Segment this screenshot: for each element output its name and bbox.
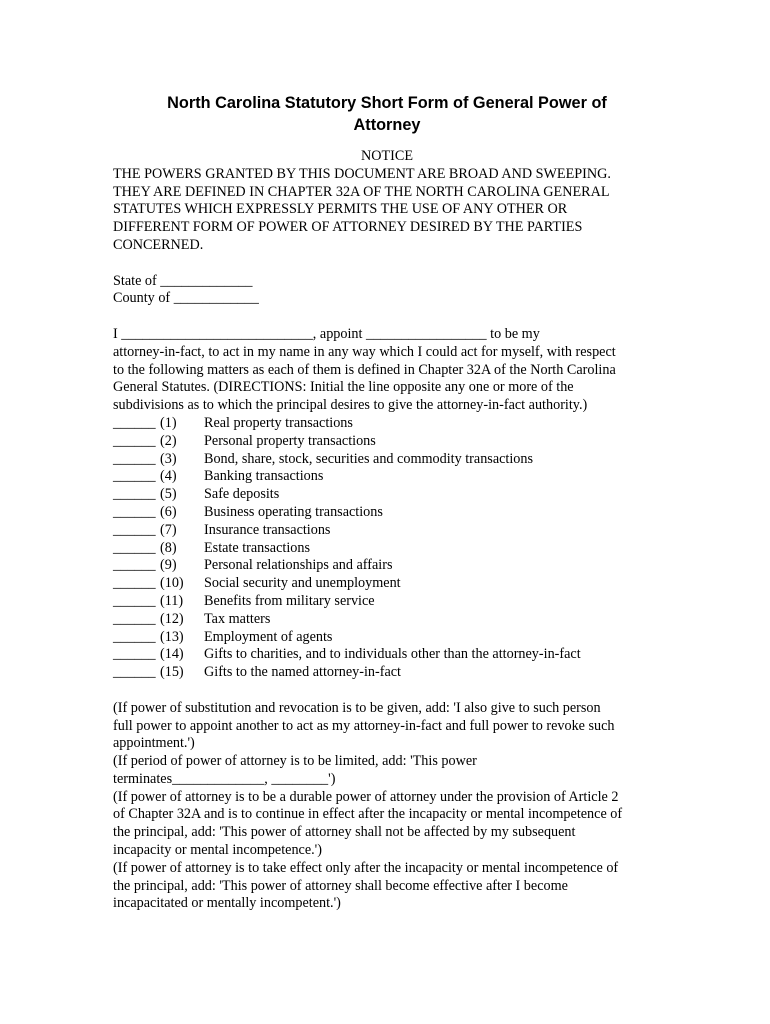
- power-label: Real property transactions: [204, 414, 353, 431]
- county-line: County of ____________: [113, 290, 259, 307]
- provision-line: the principal, add: 'This power of attorney shall become effective after I become: [113, 877, 568, 894]
- power-item: [113, 593, 661, 611]
- power-number: (7): [160, 521, 177, 538]
- power-label: Personal relationships and affairs: [204, 557, 393, 574]
- power-item: [113, 611, 661, 629]
- initial-blank: ______: [113, 414, 156, 431]
- power-item: [113, 504, 661, 522]
- power-item: [113, 575, 661, 593]
- notice-line: STATUTES WHICH EXPRESSLY PERMITS THE USE OF ANY OTHER OR: [113, 201, 568, 218]
- power-label: Tax matters: [204, 610, 271, 627]
- power-label: Employment of agents: [204, 628, 333, 645]
- spacer: [113, 308, 661, 326]
- venue-block: [113, 273, 661, 309]
- initial-blank: ______: [113, 664, 156, 681]
- power-number: (8): [160, 539, 177, 556]
- provision-line: the principal, add: 'This power of attorney shall not be affected by my subsequent: [113, 824, 576, 841]
- power-item: [113, 468, 661, 486]
- power-label: Benefits from military service: [204, 592, 375, 609]
- provision-line: (If power of attorney is to take effect only after the incapacity or mental incompetence of: [113, 859, 619, 876]
- appointment-paragraph: [113, 326, 661, 415]
- power-item: [113, 486, 661, 504]
- power-label: Personal property transactions: [204, 432, 376, 449]
- power-label: Estate transactions: [204, 539, 310, 556]
- power-number: (5): [160, 486, 177, 503]
- power-number: (3): [160, 450, 177, 467]
- spacer: [113, 255, 661, 273]
- title-line: North Carolina Statutory Short Form of General Power of: [167, 94, 607, 112]
- initial-blank: ______: [113, 539, 156, 556]
- power-number: (4): [160, 468, 177, 485]
- power-number: (6): [160, 503, 177, 520]
- power-item: [113, 433, 661, 451]
- power-number: (10): [160, 575, 184, 592]
- powers-list: [113, 415, 661, 682]
- provision-line: appointment.'): [113, 735, 195, 752]
- power-number: (9): [160, 557, 177, 574]
- power-number: (11): [160, 592, 184, 609]
- power-label: Bond, share, stock, securities and commodity transactions: [204, 450, 534, 467]
- initial-blank: ______: [113, 432, 156, 449]
- spacer: [113, 682, 661, 700]
- initial-blank: ______: [113, 468, 156, 485]
- power-item: [113, 629, 661, 647]
- state-line: State of _____________: [113, 272, 253, 289]
- power-number: (1): [160, 414, 177, 431]
- notice-heading: NOTICE: [360, 148, 413, 164]
- title-line: Attorney: [353, 116, 421, 134]
- notice-line: DIFFERENT FORM OF POWER OF ATTORNEY DESIRED BY THE PARTIES: [113, 219, 583, 236]
- document-title: [113, 92, 661, 136]
- provision-line: (If power of attorney is to be a durable power of attorney under the provision of Article 2: [113, 788, 619, 805]
- power-label: Business operating transactions: [204, 503, 383, 520]
- power-item: [113, 557, 661, 575]
- initial-blank: ______: [113, 610, 156, 627]
- appointment-line: attorney-in-fact, to act in my name in any way which I could act for myself, with respect: [113, 343, 616, 360]
- power-number: (12): [160, 610, 184, 627]
- notice-line: CONCERNED.: [113, 236, 204, 253]
- power-item: [113, 540, 661, 558]
- power-label: Social security and unemployment: [204, 575, 401, 592]
- appointment-line: to the following matters as each of them is defined in Chapter 32A of the North Carolina: [113, 361, 616, 378]
- notice-line: THE POWERS GRANTED BY THIS DOCUMENT ARE BROAD AND SWEEPING.: [113, 165, 611, 182]
- provision-line: full power to appoint another to act as my attorney-in-fact and full power to revoke such: [113, 717, 615, 734]
- power-label: Insurance transactions: [204, 521, 331, 538]
- notice-line: THEY ARE DEFINED IN CHAPTER 32A OF THE NORTH CAROLINA GENERAL: [113, 183, 610, 200]
- appointment-line: General Statutes. (DIRECTIONS: Initial the line opposite any one or more of the: [113, 379, 574, 396]
- initial-blank: ______: [113, 557, 156, 574]
- initial-blank: ______: [113, 646, 156, 663]
- power-label: Banking transactions: [204, 468, 324, 485]
- initial-blank: ______: [113, 592, 156, 609]
- initial-blank: ______: [113, 503, 156, 520]
- initial-blank: ______: [113, 486, 156, 503]
- provision-line: (If period of power of attorney is to be limited, add: 'This power: [113, 753, 477, 770]
- initial-blank: ______: [113, 575, 156, 592]
- power-item: [113, 451, 661, 469]
- power-label: Safe deposits: [204, 486, 280, 503]
- power-number: (14): [160, 646, 184, 663]
- provisions-paragraph: [113, 700, 661, 914]
- appointment-line: subdivisions as to which the principal desires to give the attorney-in-fact authority.): [113, 397, 588, 414]
- notice-text: [113, 166, 661, 255]
- power-item: [113, 522, 661, 540]
- initial-blank: ______: [113, 628, 156, 645]
- provision-line: of Chapter 32A and is to continue in effect after the incapacity or mental incompetence of: [113, 806, 623, 823]
- power-item: [113, 415, 661, 433]
- provision-line: incapacitated or mentally incompetent.'): [113, 895, 341, 912]
- power-item: [113, 664, 661, 682]
- power-label: Gifts to charities, and to individuals other than the attorney-in-fact: [204, 646, 581, 663]
- appointment-line: I ___________________________, appoint _________________ to be my: [113, 325, 540, 342]
- power-number: (13): [160, 628, 184, 645]
- power-number: (15): [160, 664, 184, 681]
- provision-line: incapacity or mental incompetence.'): [113, 842, 322, 859]
- power-item: [113, 646, 661, 664]
- initial-blank: ______: [113, 450, 156, 467]
- document-page: [113, 92, 661, 913]
- provision-line: (If power of substitution and revocation is to be given, add: 'I also give to such person: [113, 699, 601, 716]
- initial-blank: ______: [113, 521, 156, 538]
- power-label: Gifts to the named attorney-in-fact: [204, 664, 401, 681]
- provision-line: terminates_____________, ________'): [113, 770, 336, 787]
- power-number: (2): [160, 432, 177, 449]
